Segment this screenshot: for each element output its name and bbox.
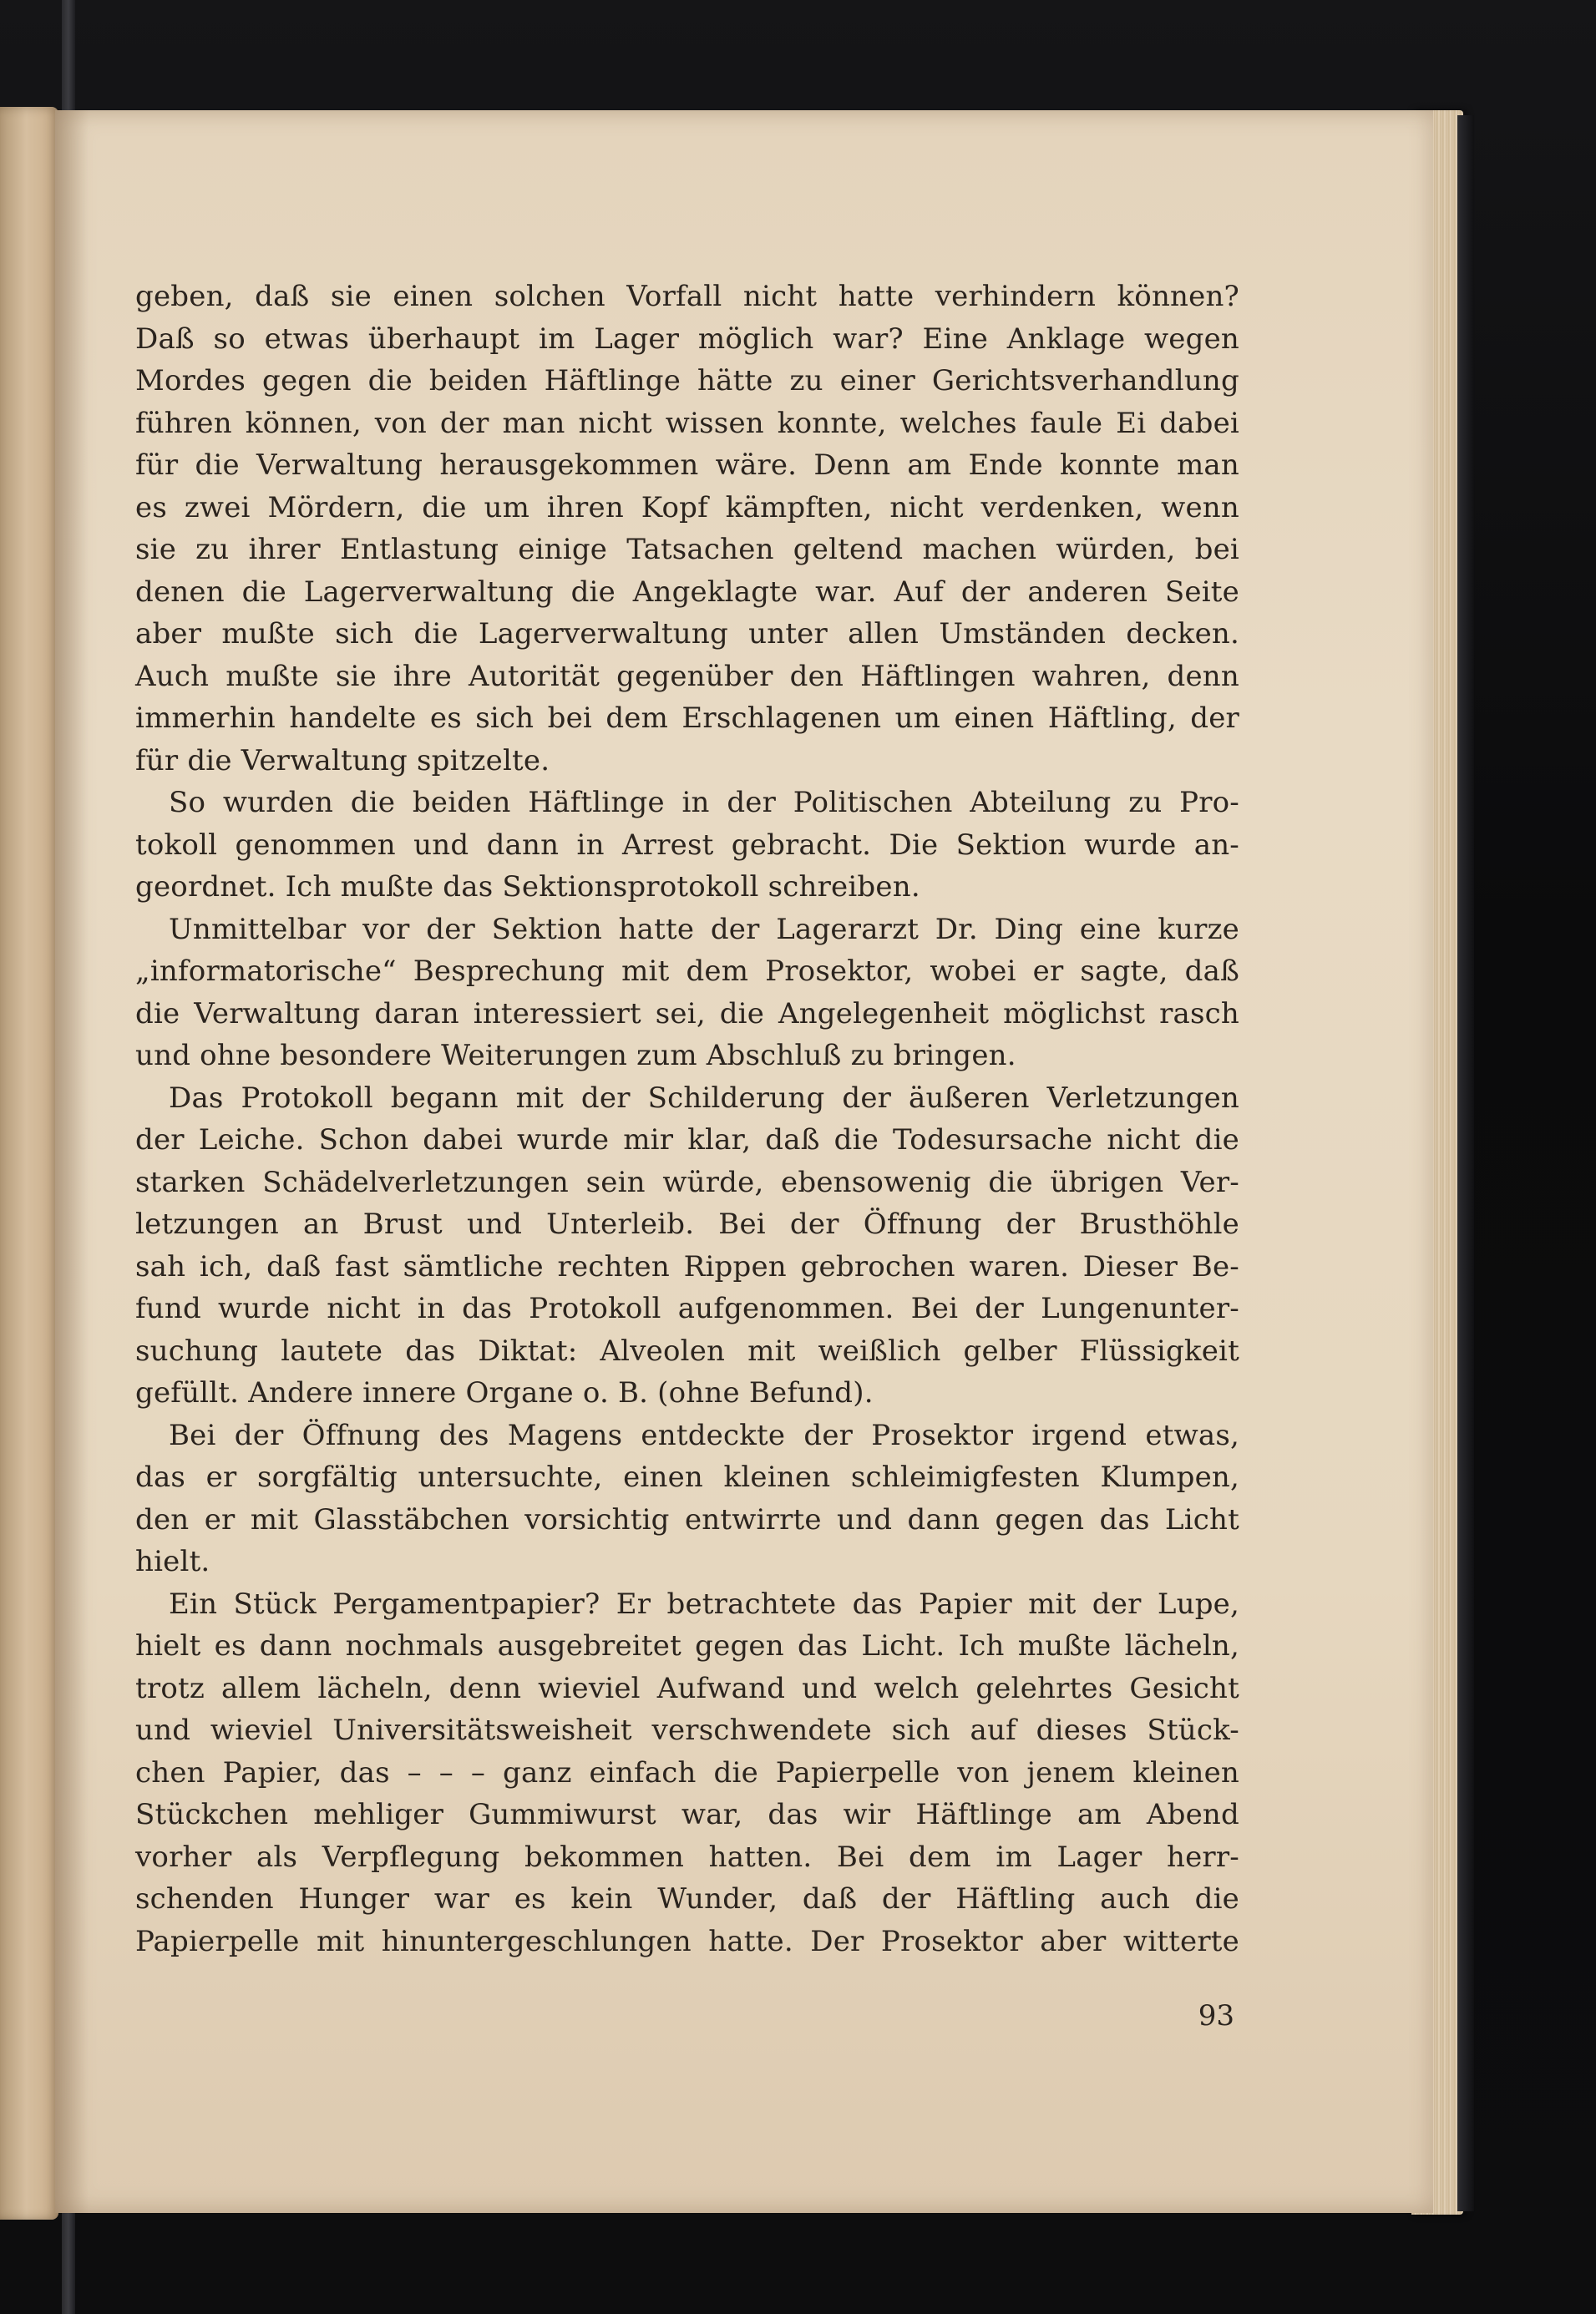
text-line: sie zu ihrer Entlastung einige Tatsachen geltend machen würden, bei: [135, 533, 1239, 566]
text-line: für die Verwaltung herausgekommen wäre. Denn am Ende konnte man: [135, 448, 1239, 482]
text-line: führen können, von der man nicht wissen konnte, welches faule Ei dabei: [135, 406, 1239, 440]
text-line: chen Papier, das – – – ganz einfach die Papierpelle von jenem kleinen: [135, 1755, 1239, 1790]
text-line: es zwei Mördern, die um ihren Kopf kämpften, nicht verdenken, wenn: [135, 490, 1239, 524]
text-line: geordnet. Ich mußte das Sektionsprotokoll schreiben.: [135, 870, 920, 904]
text-line: „informatorische“ Besprechung mit dem Prosektor, wobei er sagte, daß: [135, 954, 1239, 988]
text-line: Ein Stück Pergamentpapier? Er betrachtete das Papier mit der Lupe,: [169, 1587, 1239, 1621]
text-line: Stückchen mehliger Gummiwurst war, das wir Häftlinge am Abend: [135, 1798, 1239, 1831]
text-line: das er sorgfältig untersuchte, einen kleinen schleimigfesten Klumpen,: [135, 1461, 1239, 1494]
gutter-shadow: [55, 110, 89, 2213]
text-line: letzungen an Brust und Unterleib. Bei der Öffnung der Brusthöhle: [135, 1208, 1239, 1241]
text-line: Unmittelbar vor der Sektion hatte der Lagerarzt Dr. Ding eine kurze: [169, 912, 1239, 946]
text-line: und ohne besondere Weiterungen zum Abschluß zu bringen.: [135, 1039, 1016, 1072]
text-line: fund wurde nicht in das Protokoll aufgenommen. Bei der Lungenunter-: [135, 1292, 1239, 1325]
page-number: 93: [1198, 1999, 1234, 2033]
text-line: gefüllt. Andere innere Organe o. B. (ohne Befund).: [135, 1376, 874, 1410]
text-line: immerhin handelte es sich bei dem Erschlagenen um einen Häftling, der: [135, 701, 1239, 735]
text-line: So wurden die beiden Häftlinge in der Politischen Abteilung zu Pro-: [169, 786, 1239, 819]
text-line: schenden Hunger war es kein Wunder, daß der Häftling auch die: [135, 1882, 1239, 1916]
text-line: suchung lautete das Diktat: Alveolen mit weißlich gelber Flüssigkeit: [135, 1334, 1239, 1368]
text-line: geben, daß sie einen solchen Vorfall nicht hatte verhindern können?: [135, 280, 1239, 313]
text-line: Das Protokoll begann mit der Schilderung der äußeren Verletzungen: [169, 1081, 1239, 1115]
text-line: der Leiche. Schon dabei wurde mir klar, daß die Todesursache nicht die: [135, 1123, 1239, 1157]
text-line: denen die Lagerverwaltung die Angeklagte war. Auf der anderen Seite: [135, 575, 1239, 609]
text-line: starken Schädelverletzungen sein würde, ebensowenig die übrigen Ver-: [135, 1165, 1239, 1199]
text-line: aber mußte sich die Lagerverwaltung unter allen Umständen decken.: [135, 617, 1239, 651]
text-line: Daß so etwas überhaupt im Lager möglich war? Eine Anklage wegen: [135, 322, 1239, 356]
text-line: trotz allem lächeln, denn wieviel Aufwand und welch gelehrtes Gesicht: [135, 1671, 1239, 1705]
text-line: tokoll genommen und dann in Arrest gebracht. Die Sektion wurde an-: [135, 828, 1239, 862]
text-line: vorher als Verpflegung bekommen hatten. Bei dem im Lager herr-: [135, 1840, 1239, 1874]
text-line: für die Verwaltung spitzelte.: [135, 743, 550, 777]
text-line: hielt es dann nochmals ausgebreitet gegen das Licht. Ich mußte lächeln,: [135, 1629, 1239, 1663]
text-line: hielt.: [135, 1545, 210, 1578]
text-line: Papierpelle mit hinuntergeschlungen hatte. Der Prosektor aber witterte: [135, 1924, 1239, 1958]
text-line: Bei der Öffnung des Magens entdeckte der Prosektor irgend etwas,: [169, 1418, 1239, 1452]
text-line: und wieviel Universitätsweisheit verschwendete sich auf dieses Stück-: [135, 1714, 1239, 1747]
left-page-edge: [0, 107, 58, 2220]
text-line: sah ich, daß fast sämtliche rechten Rippen gebrochen waren. Dieser Be-: [135, 1249, 1239, 1284]
book-page: [55, 110, 1433, 2213]
text-line: Mordes gegen die beiden Häftlinge hätte zu einer Gerichtsverhandlung: [135, 364, 1239, 397]
book-cover-edge: [1457, 115, 1474, 2211]
body-text: [135, 276, 1239, 1962]
text-line: Auch mußte sie ihre Autorität gegenüber den Häftlingen wahren, denn: [135, 659, 1239, 693]
text-line: die Verwaltung daran interessiert sei, die Angelegenheit möglichst rasch: [135, 996, 1239, 1030]
text-line: den er mit Glasstäbchen vorsichtig entwirrte und dann gegen das Licht: [135, 1502, 1239, 1537]
